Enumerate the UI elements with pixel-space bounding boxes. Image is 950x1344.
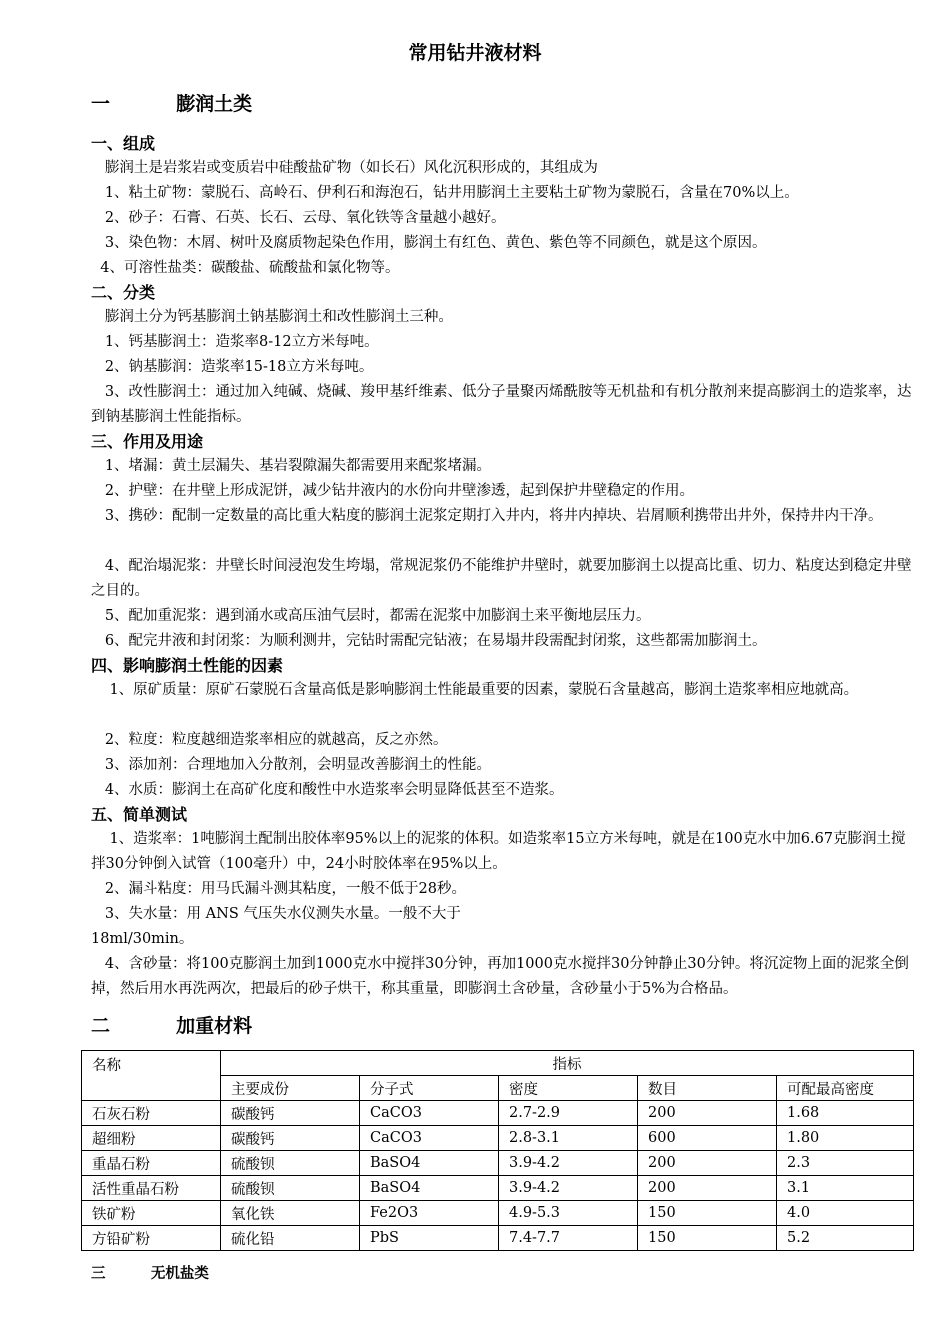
classification-line: 膨润土分为钙基膨润土钠基膨润土和改性膨润土三种。: [91, 309, 453, 325]
table-cell: 4.0: [777, 1201, 914, 1226]
table-cell: 铁矿粉: [82, 1201, 221, 1226]
column-header: 数目: [638, 1076, 777, 1101]
composition-line: 1、粘土矿物：蒙脱石、高岭石、伊利石和海泡石，钻井用膨润土主要粘土矿物为蒙脱石，含量在70%以上。: [91, 185, 799, 201]
table-cell: 2.7-2.9: [499, 1101, 638, 1126]
table-cell: 硫酸钡: [221, 1176, 360, 1201]
table-cell: 1.80: [777, 1126, 914, 1151]
table-cell: 3.9-4.2: [499, 1176, 638, 1201]
document-title: 常用钻井液材料: [408, 42, 542, 64]
testing-line: 1、造浆率：1吨膨润土配制出胶体率95%以上的泥浆的体积。如造浆率15立方米每吨，就是在100克水中加6.67克膨润土搅拌30分钟倒入试管（100毫升）中，24小时胶体率在95%以上。: [91, 831, 906, 872]
table-row: [82, 1126, 914, 1151]
table-cell: 超细粉: [82, 1126, 221, 1151]
table-header-row: [82, 1051, 914, 1076]
table-cell: BaSO4: [360, 1176, 499, 1201]
name-header: 名称: [82, 1051, 221, 1101]
composition-heading: 一、组成: [91, 134, 156, 153]
table-cell: 3.9-4.2: [499, 1151, 638, 1176]
table-cell: BaSO4: [360, 1151, 499, 1176]
usage-heading: 三、作用及用途: [91, 432, 204, 451]
column-header: 分子式: [360, 1076, 499, 1101]
table-cell: 1.68: [777, 1101, 914, 1126]
table-cell: 硫酸钡: [221, 1151, 360, 1176]
section-3-heading: 三 无机盐类: [91, 1266, 209, 1282]
table-row: [82, 1226, 914, 1251]
table-cell: 4.9-5.3: [499, 1201, 638, 1226]
testing-heading: 五、简单测试: [91, 805, 188, 824]
classification-heading: 二、分类: [91, 283, 156, 302]
composition-line: 4、可溶性盐类：碳酸盐、硫酸盐和氯化物等。: [91, 260, 400, 276]
table-cell: 方铅矿粉: [82, 1226, 221, 1251]
testing-line: 4、含砂量：将100克膨润土加到1000克水中搅拌30分钟，再加1000克水搅拌30分钟静止30分钟。将沉淀物上面的泥浆全倒掉，然后用水再洗两次，把最后的砂子烘干，称其重量，即膨润土含砂量，含砂量小于5%为合格品。: [91, 956, 909, 997]
table-cell: 碳酸钙: [221, 1101, 360, 1126]
table-cell: 5.2: [777, 1226, 914, 1251]
factors-line: 1、原矿质量：原矿石蒙脱石含量高低是影响膨润土性能最重要的因素，蒙脱石含量越高，膨润土造浆率相应地就高。: [91, 682, 859, 698]
section-1-heading: 一 膨润土类: [91, 93, 253, 115]
table-row: [82, 1151, 914, 1176]
factors-heading: 四、影响膨润土性能的因素: [91, 656, 284, 675]
table-cell: PbS: [360, 1226, 499, 1251]
table-cell: CaCO3: [360, 1126, 499, 1151]
section-2-heading: 二 加重材料: [91, 1015, 253, 1037]
classification-line: 1、钙基膨润土：造浆率8-12立方米每吨。: [91, 334, 379, 350]
factors-line: 2、粒度：粒度越细造浆率相应的就越高，反之亦然。: [91, 732, 448, 748]
table-cell: 活性重晶石粉: [82, 1176, 221, 1201]
table-row: [82, 1101, 914, 1126]
column-header: 密度: [499, 1076, 638, 1101]
table-cell: 石灰石粉: [82, 1101, 221, 1126]
usage-line: 2、护壁：在井壁上形成泥饼，减少钻井液内的水份向井壁渗透，起到保护井壁稳定的作用。: [91, 483, 695, 499]
column-header: 可配最高密度: [777, 1076, 914, 1101]
table-cell: 150: [638, 1201, 777, 1226]
table-cell: 3.1: [777, 1176, 914, 1201]
usage-line: 4、配治塌泥浆：井壁长时间浸泡发生垮塌，常规泥浆仍不能维护井壁时，就要加膨润土以提高比重、切力、粘度达到稳定井壁之目的。: [91, 558, 912, 599]
factors-line: 4、水质：膨润土在高矿化度和酸性中水造浆率会明显降低甚至不造浆。: [91, 782, 564, 798]
factors-line: 3、添加剂：合理地加入分散剂，会明显改善膨润土的性能。: [91, 757, 492, 773]
table-cell: 7.4-7.7: [499, 1226, 638, 1251]
usage-line: 1、堵漏：黄土层漏失、基岩裂隙漏失都需要用来配浆堵漏。: [91, 458, 492, 474]
table-cell: 碳酸钙: [221, 1126, 360, 1151]
usage-line: 3、携砂：配制一定数量的高比重大粘度的膨润土泥浆定期打入井内，将井内掉块、岩屑顺利携带出井外，保持井内干净。: [91, 508, 883, 524]
column-header: 主要成份: [221, 1076, 360, 1101]
usage-line: 5、配加重泥浆：遇到涌水或高压油气层时，都需在泥浆中加膨润土来平衡地层压力。: [91, 608, 651, 624]
table-cell: Fe2O3: [360, 1201, 499, 1226]
table-cell: 150: [638, 1226, 777, 1251]
composition-line: 膨润土是岩浆岩或变质岩中硅酸盐矿物（如长石）风化沉积形成的，其组成为: [91, 160, 598, 176]
table-cell: CaCO3: [360, 1101, 499, 1126]
table-cell: 200: [638, 1101, 777, 1126]
table-row: [82, 1176, 914, 1201]
table-cell: 600: [638, 1126, 777, 1151]
table-cell: 2.3: [777, 1151, 914, 1176]
classification-line: 2、钠基膨润：造浆率15-18立方米每吨。: [91, 359, 374, 375]
table-row: [82, 1201, 914, 1226]
testing-line: 18ml/30min。: [91, 931, 194, 947]
table-cell: 200: [638, 1151, 777, 1176]
table-cell: 重晶石粉: [82, 1151, 221, 1176]
table-cell: 硫化铅: [221, 1226, 360, 1251]
weighting-materials-table: [81, 1050, 914, 1251]
testing-line: 2、漏斗粘度：用马氏漏斗测其粘度，一般不低于28秒。: [91, 881, 467, 897]
testing-line: 3、失水量：用 ANS 气压失水仪测失水量。一般不大于: [91, 906, 461, 922]
usage-line: 6、配完井液和封闭浆：为顺利测井，完钻时需配完钻液；在易塌井段需配封闭浆，这些都需加膨润土。: [91, 633, 767, 649]
composition-line: 3、染色物：木屑、树叶及腐质物起染色作用，膨润土有红色、黄色、紫色等不同颜色，就是这个原因。: [91, 235, 767, 251]
classification-line: 3、改性膨润土：通过加入纯碱、烧碱、羧甲基纤维素、低分子量聚丙烯酰胺等无机盐和有机分散剂来提高膨润土的造浆率，达到钠基膨润土性能指标。: [91, 384, 912, 425]
table-cell: 200: [638, 1176, 777, 1201]
table-cell: 氧化铁: [221, 1201, 360, 1226]
indicator-header: 指标: [221, 1051, 914, 1076]
table-cell: 2.8-3.1: [499, 1126, 638, 1151]
composition-line: 2、砂子：石膏、石英、长石、云母、氧化铁等含量越小越好。: [91, 210, 506, 226]
